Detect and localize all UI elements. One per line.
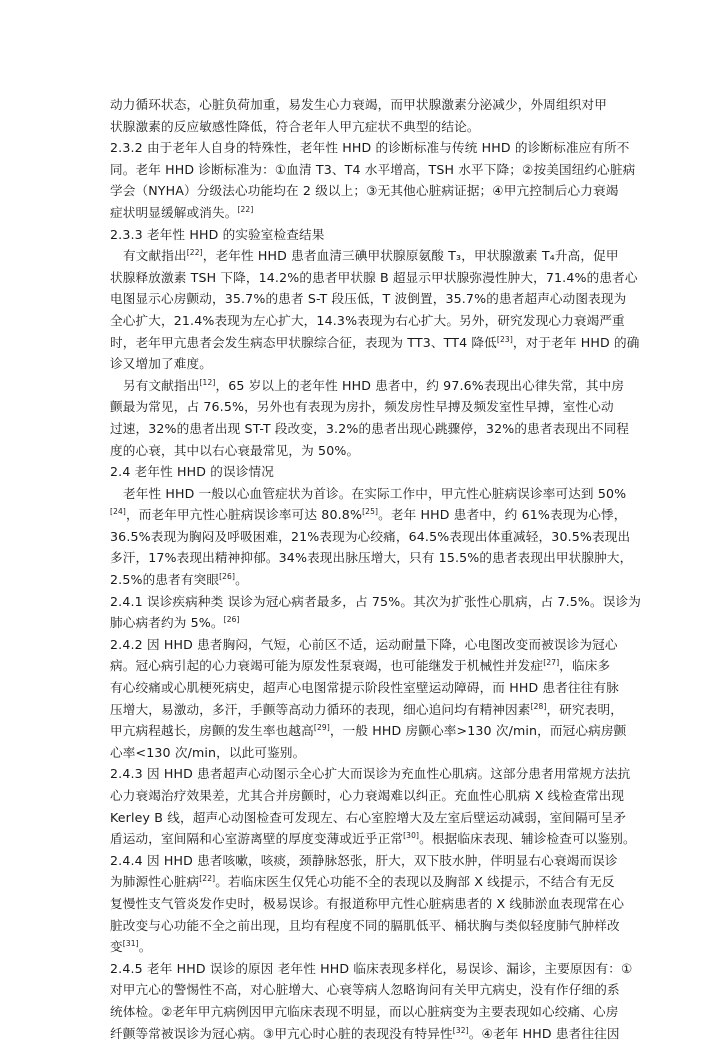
citation-ref: [12]	[199, 377, 216, 387]
document-page	[110, 94, 641, 1044]
line-text: 过速，32%的患者出现 ST-T 段改变，3.2%的患者出现心跳骤停，32%的患者表现出不同程	[110, 420, 630, 436]
line-text: 2.4.3 因 HHD 患者超声心动图示全心扩大而误诊为充血性心肌病。这部分患者用常规方法抗	[110, 766, 631, 782]
text-line	[110, 936, 630, 958]
line-text: 盾运动，室间隔和心室游离壁的厚度变薄或近乎正常	[110, 831, 404, 847]
line-text: Kerley B 线，超声心动图检查可发现左、右心室腔增大及左室后壁运动减弱，室间隔可呈矛	[110, 809, 627, 825]
text-line	[110, 547, 633, 569]
line-text: ，而老年甲亢性心脏病误诊率可达 80.8%	[126, 507, 363, 523]
line-text: 动力循环状态，心脏负荷加重，易发生心力衰竭，而甲状腺激素分泌减少，外周组织对甲	[110, 97, 608, 112]
line-text: 对甲亢心的警惕性不高，对心脏增大、心衰等病人忽略询问有关甲亢病史，没有作仔细的系	[110, 982, 620, 998]
text-line	[110, 353, 630, 375]
text-line	[110, 893, 630, 915]
line-text: 有文献指出	[123, 248, 187, 264]
text-line	[110, 332, 640, 354]
text-line	[110, 1001, 630, 1023]
text-line	[110, 483, 630, 505]
text-line	[110, 871, 630, 893]
citation-ref: [26]	[223, 615, 240, 625]
citation-ref: [23]	[496, 334, 513, 344]
citation-ref: [32]	[452, 1025, 469, 1035]
line-text: 另有文献指出	[123, 377, 200, 393]
citation-ref: [30]	[403, 831, 420, 840]
line-text: 全心扩大，21.4%表现为左心扩大，14.3%表现为右心扩大。另外，研究发现心力衰竭严重	[110, 312, 625, 328]
line-text: 电图显示心房颤动，35.7%的患者 S-T 段压低，T 波倒置，35.7%的患者超声心动图表现为	[110, 291, 627, 307]
line-text: 。④老年 HHD 患者往往因	[468, 1025, 620, 1041]
text-line	[110, 504, 630, 526]
line-text: 心率<130 次/min，以此可鉴别。	[110, 744, 306, 760]
text-line	[110, 396, 630, 418]
text-line	[110, 375, 630, 397]
line-text: 36.5%表现为胸闷及呼吸困难，21%表现为心绞痛，64.5%表现出体重减轻，30.5%表现出	[110, 528, 631, 544]
line-text: 有心绞痛或心肌梗死病史，超声心电图常提示阶段性室壁运动障碍，而 HHD 患者往往有脉	[110, 680, 619, 696]
text-line	[110, 612, 630, 634]
line-text: 。	[235, 572, 248, 588]
text-line	[110, 267, 638, 289]
citation-ref: [22]	[237, 204, 254, 214]
line-text: 2.3.3 老年性 HHD 的实验室检查结果	[110, 226, 325, 242]
citation-ref: [22]	[186, 247, 203, 257]
text-line	[110, 958, 633, 980]
citation-ref: [27]	[543, 658, 560, 668]
line-text: 甲亢病程越长，房颤的发生率也越高	[110, 723, 314, 739]
line-text: ，对于老年 HHD 的确	[512, 334, 640, 350]
line-text: ，老年性 HHD 患者血清三碘甲状腺原氨酸 T₃，甲状腺激素 T₄升高，促甲	[202, 248, 619, 264]
line-text: 状腺释放激素 TSH 下降，14.2%的患者甲状腺 B 超显示甲状腺弥漫性肿大，71.4%的患者心	[110, 269, 638, 285]
line-text: 病。冠心病引起的心力衰竭可能为原发性泵衰竭，也可能继发于机械性并发症	[110, 658, 544, 674]
line-text: 脏改变与心功能不全之前出现，且均有程度不同的膈肌低平、桶状胸与类似轻度肺气肿样改	[110, 917, 620, 933]
line-text: 2.4.5 老年 HHD 误诊的原因 老年性 HHD 临床表现多样化，易误诊、漏诊，主要原因有：①	[110, 960, 633, 976]
line-text: 状腺激素的反应敏感性降低，符合老年人甲亢症状不典型的结论。	[110, 118, 480, 134]
line-text: 。	[138, 939, 152, 955]
text-line	[110, 915, 630, 937]
citation-ref: [28]	[530, 701, 547, 711]
text-line	[110, 634, 630, 656]
line-text: 2.4 老年性 HHD 的误诊情况	[110, 464, 274, 480]
line-text: 变	[110, 939, 123, 955]
line-text: 2.4.4 因 HHD 患者咳嗽，咳痰，颈静脉怒张，肝大，双下肢水肿，伴明显右心衰竭而误诊	[110, 852, 618, 868]
line-text: ，65 岁以上的老年性 HHD 患者中，约 97.6%表现出心律失常，其中房	[215, 377, 625, 393]
line-text: 2.5%的患者有突眼	[110, 572, 220, 588]
text-line	[110, 94, 630, 116]
line-text: 多汗，17%表现出精神抑郁。34%表现出脉压增大，只有 15.5%的患者表现出甲状腺肿大，	[110, 550, 633, 566]
text-line	[110, 461, 630, 483]
citation-ref: [25]	[362, 507, 379, 517]
text-line	[110, 807, 630, 829]
line-text: 压增大，易激动，多汗，手颤等高动力循环的表现，细心追问均有精神因素	[110, 701, 531, 717]
text-line	[110, 159, 636, 181]
text-line	[110, 569, 630, 591]
line-text: 诊又增加了难度。	[110, 356, 212, 372]
citation-ref: [22]	[199, 874, 216, 884]
line-text: 。老年 HHD 患者中，约 61%表现为心悸，	[378, 507, 627, 523]
citation-ref: [31]	[122, 938, 139, 948]
text-line	[110, 850, 630, 872]
line-text: ，临床多	[559, 658, 611, 674]
line-text: 。若临床医生仅凭心功能不全的表现以及胸部 X 线提示，不结合有无反	[215, 874, 615, 890]
text-line	[110, 699, 630, 721]
line-text: 复慢性支气管炎发作史时，极易误诊。有报道称甲亢性心脏病患者的 X 线肺淤血表现常在心	[110, 895, 625, 911]
text-line	[110, 591, 641, 613]
text-line	[110, 742, 630, 764]
citation-ref: [26]	[219, 571, 236, 581]
line-text: 肺心病者约为 5%。	[110, 615, 224, 631]
line-text: 颤最为常见，占 76.5%，另外也有表现为房扑，频发房性早搏及频发室性早搏，室性心动	[110, 399, 614, 415]
line-text: 度的心衰，其中以右心衰最常见，为 50%。	[110, 442, 360, 458]
line-text: 为肺源性心脏病	[110, 874, 200, 890]
text-line	[110, 245, 630, 267]
line-text: 2.3.2 由于老年人自身的特殊性，老年性 HHD 的诊断标准与传统 HHD 的诊断标准应有所不	[110, 140, 630, 156]
line-text: 老年性 HHD 一般以心血管症状为首诊。在实际工作中，甲亢性心脏病误诊率可达到 50%	[123, 485, 627, 501]
citation-ref: [24]	[110, 507, 126, 517]
text-line	[110, 655, 630, 677]
text-line	[110, 1023, 630, 1044]
line-text: 2.4.2 因 HHD 患者胸闷，气短，心前区不适，运动耐量下降，心电图改变而被误诊为冠心	[110, 636, 618, 652]
text-line	[110, 677, 630, 699]
text-line	[110, 979, 630, 1001]
line-text: 同。老年 HHD 诊断标准为：①血清 T3、T4 水平增高，TSH 水平下降；②按美国纽约心脏病	[110, 161, 636, 177]
line-text: ，一般 HHD 房颤心率>130 次/min，而冠心病房颤	[329, 723, 627, 739]
line-text: 。根据临床表现、辅诊检查可以鉴别。	[419, 831, 636, 847]
line-text: 统体检。②老年甲亢病例因甲亢临床表现不明显，而以心脏病变为主要表现如心绞痛、心房	[110, 1003, 619, 1019]
line-text: 症状明显缓解或消失。	[110, 204, 238, 220]
text-line	[110, 828, 636, 850]
text-line	[110, 526, 630, 548]
text-line	[110, 224, 630, 246]
text-line	[110, 785, 630, 807]
text-line	[110, 720, 630, 742]
line-text: ，研究表明，	[546, 701, 624, 717]
line-text: 学会（NYHA）分级法心功能均在 2 级以上；③无其他心脏病证据；④甲亢控制后心力衰竭	[110, 183, 619, 199]
line-text: 2.4.1 误诊疾病种类 误诊为冠心病者最多，占 75%。其次为扩张性心肌病，占 7.5%。误诊为	[110, 593, 641, 609]
line-text: 纤颤等常被误诊为冠心病。③甲亢心时心脏的表现没有特异性	[110, 1025, 453, 1041]
text-line	[110, 440, 630, 462]
text-line	[110, 763, 630, 785]
line-text: 心力衰竭治疗效果差，尤其合并房颤时，心力衰竭难以纠正。充血性心肌病 X 线检查常出现	[110, 788, 625, 803]
text-line	[110, 137, 630, 159]
text-line	[110, 116, 630, 138]
line-text: 时，老年甲亢患者会发生病态甲状腺综合征，表现为 TT3、TT4 降低	[110, 334, 497, 350]
text-line	[110, 180, 630, 202]
text-line	[110, 418, 630, 440]
text-line	[110, 202, 630, 224]
text-line	[110, 288, 630, 310]
text-line	[110, 310, 630, 332]
citation-ref: [29]	[313, 723, 330, 733]
